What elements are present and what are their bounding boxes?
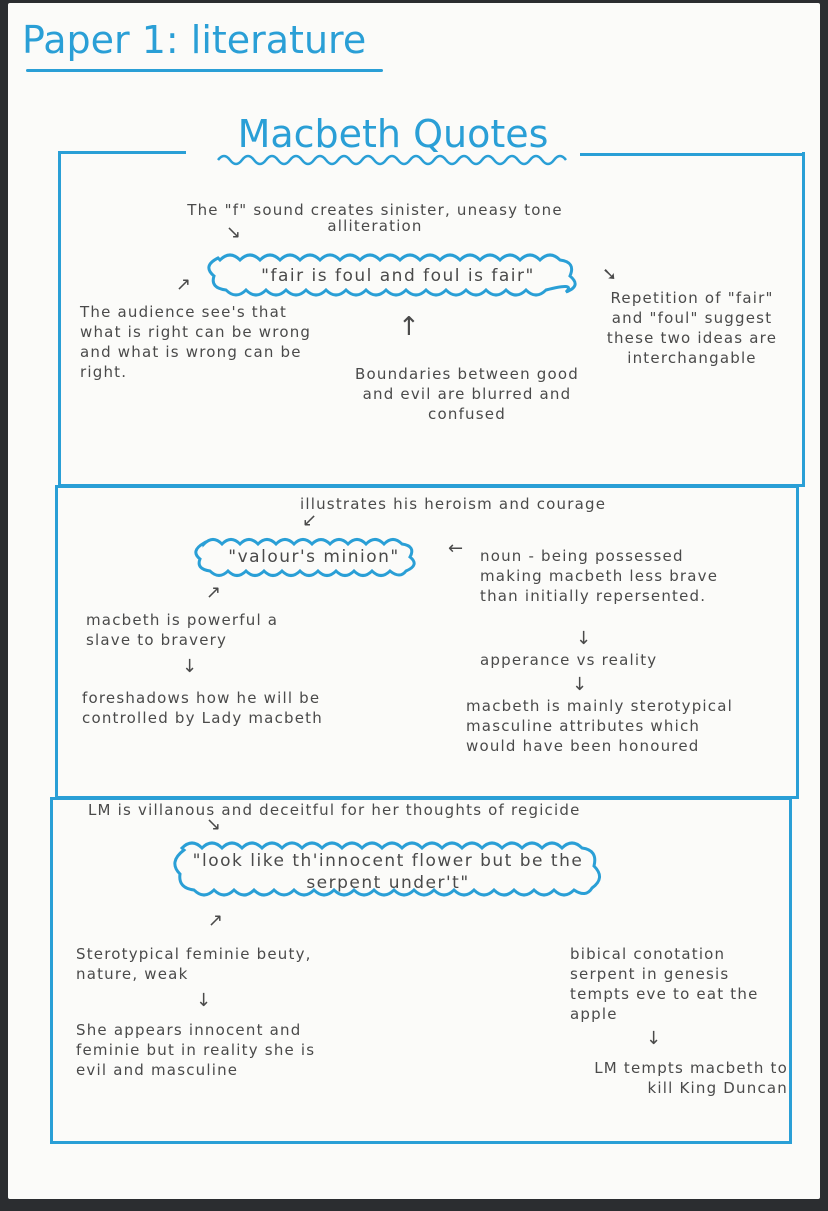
arrow-up-right-icon: ↗ <box>206 582 222 603</box>
note-feminine-beauty: Sterotypical feminie beuty, nature, weak <box>76 945 312 983</box>
quote-cloud-2 <box>186 534 442 580</box>
arrow-down-icon: ↓ <box>646 1028 662 1049</box>
quote-text: "fair is foul and foul is fair" <box>261 266 535 286</box>
quote-cloud-1 <box>198 248 598 304</box>
arrow-up-icon: ↑ <box>398 312 420 342</box>
arrow-down-icon: ↓ <box>572 674 588 695</box>
page-title: Paper 1: literature <box>22 18 367 62</box>
arrow-right-down-icon: ➘ <box>602 264 618 285</box>
note-boundaries: Boundaries between good and evil are blurred and confused <box>355 365 579 423</box>
note-heroism: illustrates his heroism and courage <box>300 495 607 513</box>
note-masculine: macbeth is mainly sterotypical masculine attributes which would have been honoured <box>466 697 733 755</box>
title-underline <box>26 69 383 72</box>
note-audience: The audience see's that what is right can be wrong and what is wrong can be right. <box>80 303 312 381</box>
arrow-down-icon: ↓ <box>196 990 212 1011</box>
arrow-down-left-icon: ↙ <box>302 510 318 531</box>
box-top-line <box>580 153 805 156</box>
quote-text: "valour's minion" <box>228 547 400 567</box>
note-appears-innocent: She appears innocent and feminie but in reality she is evil and masculine <box>76 1021 316 1079</box>
arrow-down-icon: ↓ <box>576 628 592 649</box>
quote-text: "look like th'innocent flower but be the serpent under't" <box>192 851 584 893</box>
note-appearance-reality: apperance vs reality <box>480 651 658 669</box>
arrow-left-icon: ← <box>448 538 464 559</box>
box-top-line <box>58 151 186 154</box>
note-noun: noun - being possessed making macbeth less brave than initially repersented. <box>480 547 719 605</box>
arrow-down-right-icon: ↘ <box>206 814 222 835</box>
note-biblical: bibical conotation serpent in genesis tempts eve to eat the apple <box>570 945 759 1023</box>
arrow-down-right-icon: ↘ <box>226 222 242 243</box>
arrow-up-right-icon: ↗ <box>208 910 224 931</box>
note-villanous: LM is villanous and deceitful for her thoughts of regicide <box>88 801 581 819</box>
note-powerful: macbeth is powerful a slave to bravery <box>86 611 279 649</box>
note-repetition: Repetition of "fair" and "foul" suggest these two ideas are interchangable <box>606 289 778 367</box>
arrow-up-right-icon: ↗ <box>176 274 192 295</box>
note-lm-tempts: LM tempts macbeth to kill King Duncan <box>594 1059 788 1097</box>
section-heading: Macbeth Quotes <box>237 112 549 156</box>
quote-cloud-3 <box>160 836 616 908</box>
note-alliteration: The "f" sound creates sinister, uneasy tone alliteration <box>187 201 563 235</box>
note-foreshadows: foreshadows how he will be controlled by Lady macbeth <box>82 689 323 727</box>
arrow-down-icon: ↓ <box>182 656 198 677</box>
